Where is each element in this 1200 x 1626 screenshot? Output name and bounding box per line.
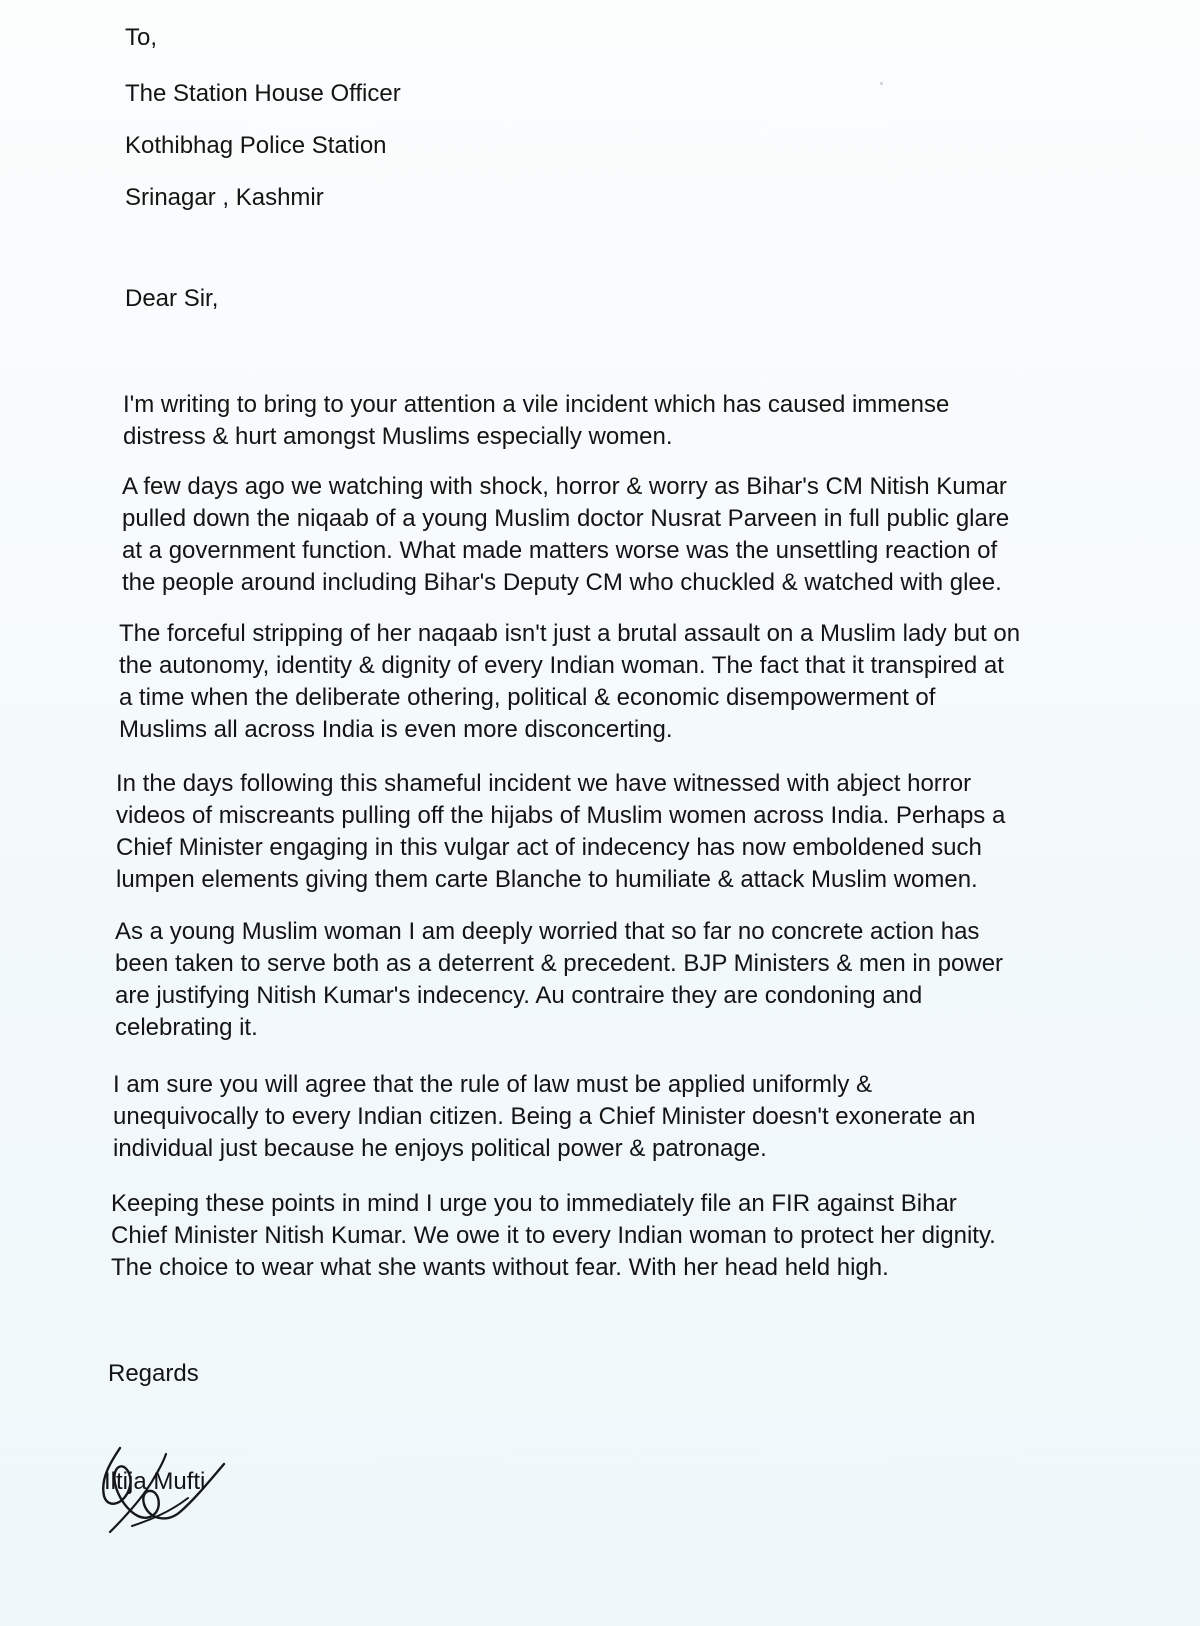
paragraph-6 bbox=[113, 1069, 975, 1165]
paragraph-line: been taken to serve both as a deterrent & precedent. BJP Ministers & men in power bbox=[115, 950, 1004, 977]
paragraph-line: unequivocally to every Indian citizen. Being a Chief Minister doesn't exonerate an bbox=[113, 1103, 976, 1130]
paragraph-line: In the days following this shameful incident we have witnessed with abject horror bbox=[116, 770, 972, 797]
paragraph-line: pulled down the niqaab of a young Muslim doctor Nusrat Parveen in full public glare bbox=[122, 505, 1010, 532]
paragraph-4 bbox=[116, 768, 1005, 896]
sender-name: Iltija Mufti bbox=[104, 1468, 206, 1495]
paragraph-line: Chief Minister engaging in this vulgar act of indecency has now emboldened such bbox=[116, 834, 982, 861]
salutation: Dear Sir, bbox=[125, 285, 219, 312]
paragraph-line: the autonomy, identity & dignity of every Indian woman. The fact that it transpired at bbox=[119, 652, 1004, 679]
paragraph-line: A few days ago we watching with shock, horror & worry as Bihar's CM Nitish Kumar bbox=[122, 473, 1007, 500]
paragraph-line: lumpen elements giving them carte Blanche to humiliate & attack Muslim women. bbox=[116, 866, 978, 893]
paragraph-line: As a young Muslim woman I am deeply worried that so far no concrete action has bbox=[115, 918, 980, 945]
paragraph-line: individual just because he enjoys political power & patronage. bbox=[113, 1135, 767, 1162]
closing: Regards bbox=[108, 1360, 199, 1387]
paragraph-line: The forceful stripping of her naqaab isn't just a brutal assault on a Muslim lady but on bbox=[119, 620, 1021, 647]
paragraph-line: Muslims all across India is even more disconcerting. bbox=[119, 716, 673, 743]
address-station: Kothibhag Police Station bbox=[125, 132, 387, 159]
paragraph-2 bbox=[122, 471, 1009, 599]
address-to: To, bbox=[125, 24, 158, 51]
paragraph-line: the people around including Bihar's Deputy CM who chuckled & watched with glee. bbox=[122, 569, 1002, 596]
paragraph-5 bbox=[115, 916, 1003, 1044]
paragraph-line: I am sure you will agree that the rule of law must be applied uniformly & bbox=[113, 1071, 873, 1098]
paragraph-line: Keeping these points in mind I urge you to immediately file an FIR against Bihar bbox=[111, 1190, 957, 1217]
paragraph-line: distress & hurt amongst Muslims especially women. bbox=[123, 423, 673, 450]
paragraph-line: celebrating it. bbox=[115, 1014, 258, 1041]
paragraph-line: at a government function. What made matters worse was the unsettling reaction of bbox=[122, 537, 998, 564]
address-recipient: The Station House Officer bbox=[125, 80, 401, 107]
address-city: Srinagar , Kashmir bbox=[125, 184, 324, 211]
paragraph-line: videos of miscreants pulling off the hijabs of Muslim women across India. Perhaps a bbox=[116, 802, 1006, 829]
paragraph-7 bbox=[111, 1188, 996, 1284]
paragraph-line: Chief Minister Nitish Kumar. We owe it to every Indian woman to protect her dignity. bbox=[111, 1222, 996, 1249]
scan-speck bbox=[880, 82, 883, 85]
paragraph-line: are justifying Nitish Kumar's indecency. Au contraire they are condoning and bbox=[115, 982, 923, 1009]
paragraph-3 bbox=[119, 618, 1020, 746]
paragraph-1 bbox=[123, 389, 949, 453]
paragraph-line: a time when the deliberate othering, political & economic disempowerment of bbox=[119, 684, 936, 711]
paragraph-line: The choice to wear what she wants without fear. With her head held high. bbox=[111, 1254, 889, 1281]
paragraph-line: I'm writing to bring to your attention a vile incident which has caused immense bbox=[123, 391, 950, 418]
